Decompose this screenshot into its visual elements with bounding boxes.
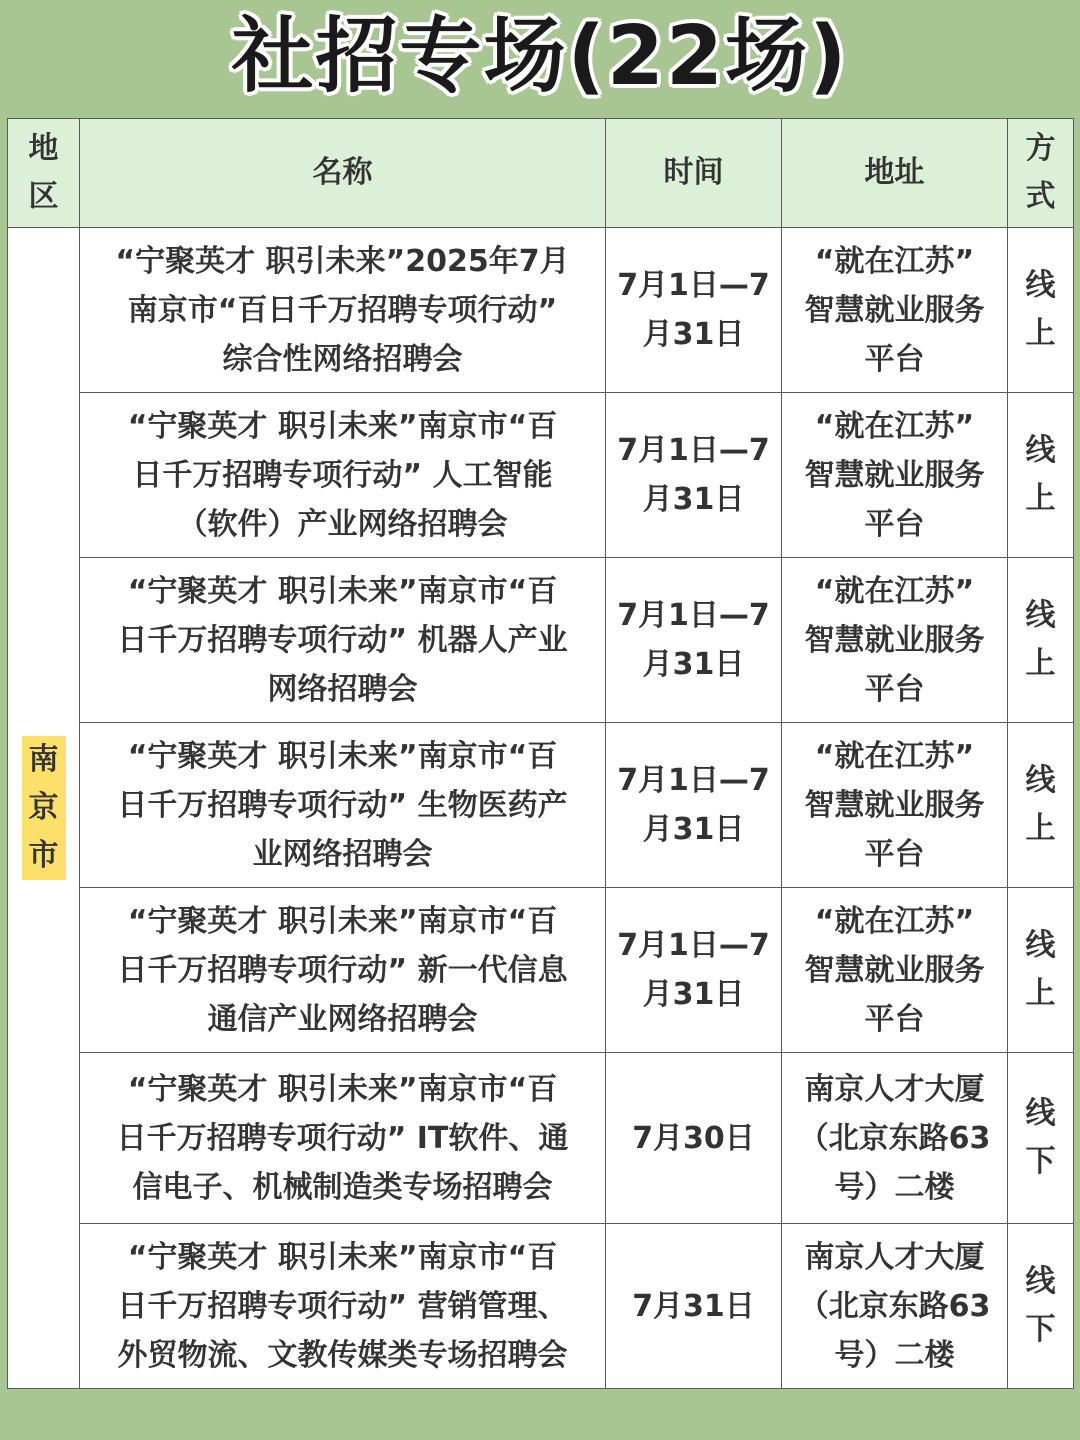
fair-time: 7月1日—7 月31日 (606, 558, 782, 723)
header-region: 地 区 (8, 119, 80, 228)
fair-address: “就在江苏” 智慧就业服务 平台 (782, 228, 1008, 393)
fair-time: 7月1日—7 月31日 (606, 393, 782, 558)
page-title: 社招专场(22场) (231, 9, 849, 104)
fair-time: 7月30日 (606, 1053, 782, 1224)
header-name: 名称 (80, 119, 606, 228)
table-row (8, 1224, 1074, 1389)
fair-time: 7月1日—7 月31日 (606, 228, 782, 393)
fair-mode: 线 下 (1008, 1053, 1074, 1224)
fair-mode: 线 上 (1008, 558, 1074, 723)
region-highlight: 南 京 市 (22, 736, 66, 880)
table-row (8, 558, 1074, 723)
fair-mode: 线 下 (1008, 1224, 1074, 1389)
fair-mode: 线 上 (1008, 393, 1074, 558)
fair-time: 7月1日—7 月31日 (606, 723, 782, 888)
fair-address: “就在江苏” 智慧就业服务 平台 (782, 393, 1008, 558)
fair-name: “宁聚英才 职引未来”南京市“百 日千万招聘专项行动” 营销管理、 外贸物流、文教传媒类专场招聘会 (80, 1224, 606, 1389)
fair-name: “宁聚英才 职引未来”南京市“百 日千万招聘专项行动” 生物医药产 业网络招聘会 (80, 723, 606, 888)
fair-name: “宁聚英才 职引未来”南京市“百 日千万招聘专项行动” 机器人产业 网络招聘会 (80, 558, 606, 723)
fair-address: 南京人才大厦 （北京东路63 号）二楼 (782, 1224, 1008, 1389)
fair-mode: 线 上 (1008, 888, 1074, 1053)
header-mode: 方 式 (1008, 119, 1074, 228)
header-address: 地址 (782, 119, 1008, 228)
job-fair-table (7, 118, 1074, 1389)
region-cell (8, 228, 80, 1389)
fair-time: 7月1日—7 月31日 (606, 888, 782, 1053)
fair-address: “就在江苏” 智慧就业服务 平台 (782, 723, 1008, 888)
table-row (8, 723, 1074, 888)
fair-name: “宁聚英才 职引未来”2025年7月 南京市“百日千万招聘专项行动” 综合性网络招聘会 (80, 228, 606, 393)
fair-name: “宁聚英才 职引未来”南京市“百 日千万招聘专项行动” 人工智能 （软件）产业网络招聘会 (80, 393, 606, 558)
fair-name: “宁聚英才 职引未来”南京市“百 日千万招聘专项行动” 新一代信息 通信产业网络招聘会 (80, 888, 606, 1053)
fair-mode: 线 上 (1008, 723, 1074, 888)
table-row (8, 888, 1074, 1053)
table-row (8, 228, 1074, 393)
table-header-row (8, 119, 1074, 228)
fair-address: “就在江苏” 智慧就业服务 平台 (782, 558, 1008, 723)
fair-address: 南京人才大厦 （北京东路63 号）二楼 (782, 1053, 1008, 1224)
fair-name: “宁聚英才 职引未来”南京市“百 日千万招聘专项行动” IT软件、通 信电子、机械制造类专场招聘会 (80, 1053, 606, 1224)
fair-time: 7月31日 (606, 1224, 782, 1389)
table-row (8, 393, 1074, 558)
fair-mode: 线 上 (1008, 228, 1074, 393)
header-time: 时间 (606, 119, 782, 228)
table-row (8, 1053, 1074, 1224)
fair-address: “就在江苏” 智慧就业服务 平台 (782, 888, 1008, 1053)
